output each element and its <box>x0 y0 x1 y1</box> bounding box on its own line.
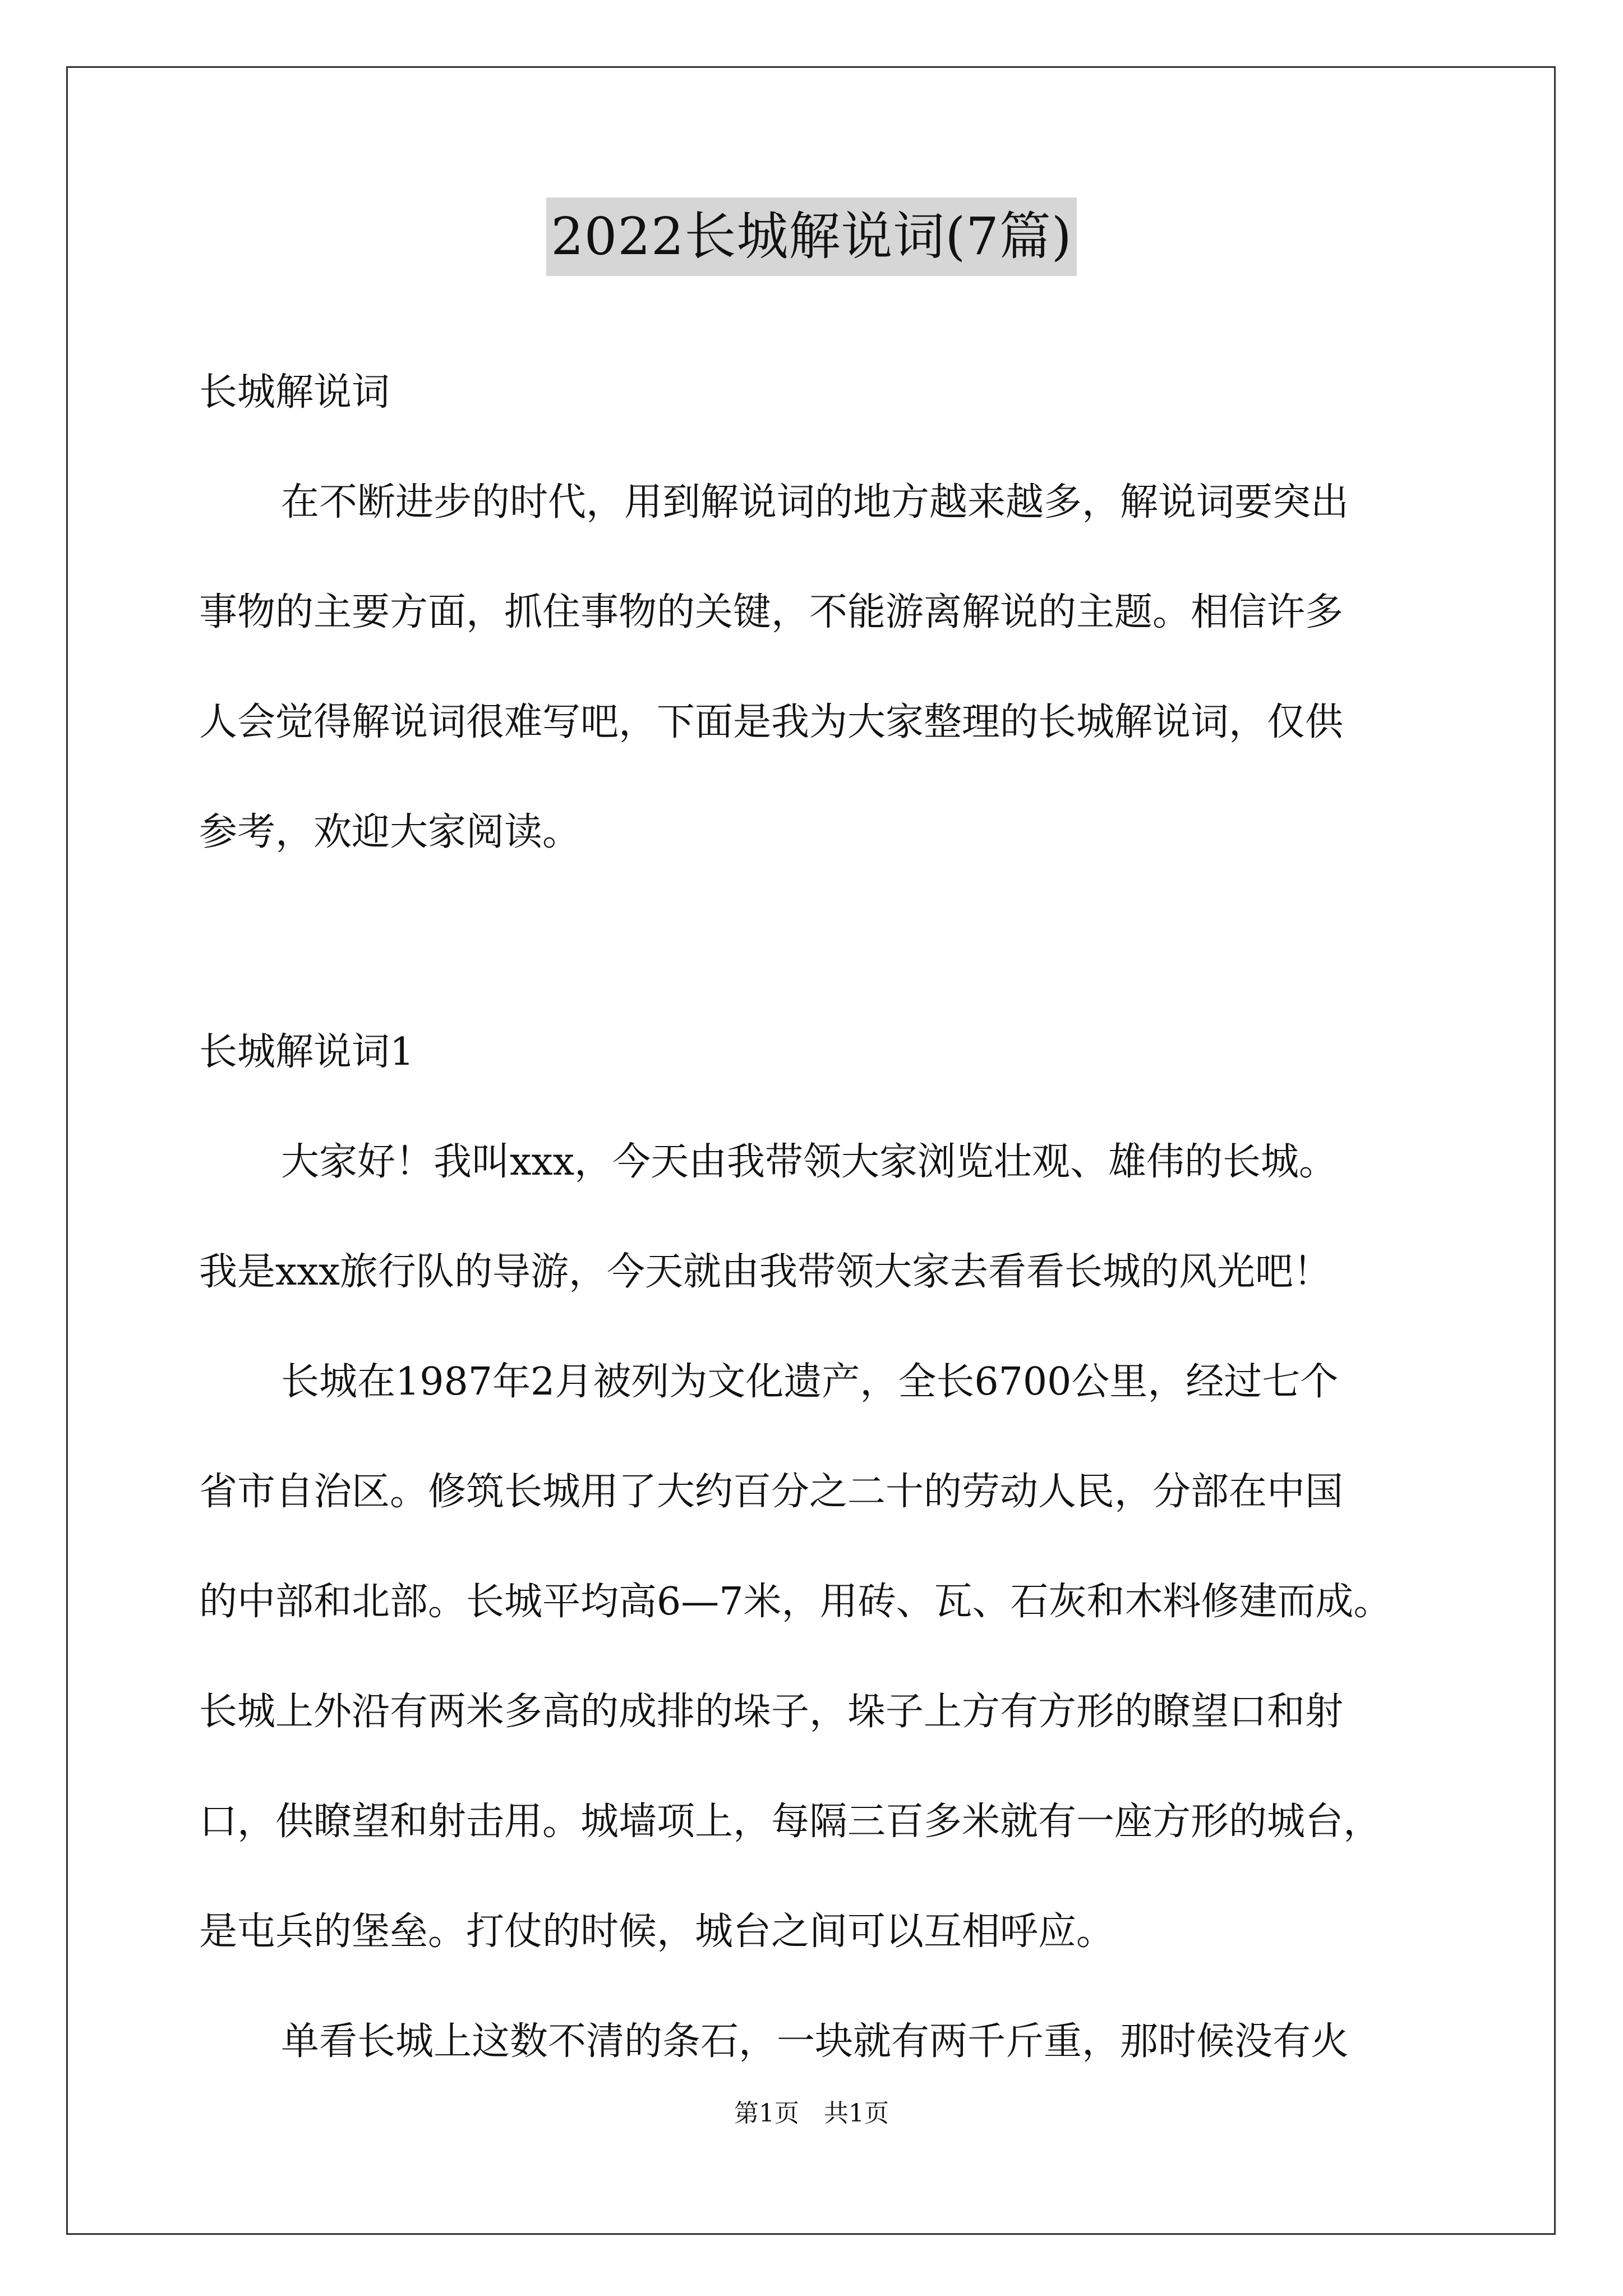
paragraph-line: 长城上外沿有两米多高的成排的垛子，垛子上方有方形的瞭望口和射 <box>199 1690 1344 1734</box>
paragraph-line: 长城在1987年2月被列为文化遗产，全长6700公里，经过七个 <box>281 1360 1339 1404</box>
paragraph-line: 的中部和北部。长城平均高6—7米，用砖、瓦、石灰和木料修建而成。 <box>199 1580 1392 1624</box>
intro-heading: 长城解说词 <box>199 370 390 415</box>
paragraph-line: 大家好！我叫xxx，今天由我带领大家浏览壮观、雄伟的长城。 <box>281 1140 1338 1184</box>
paragraph-line: 口，供瞭望和射击用。城墙项上，每隔三百多米就有一座方形的城台， <box>199 1800 1382 1844</box>
title-container <box>0 197 1623 276</box>
page-footer: 第1页 共1页 <box>734 2099 889 2128</box>
intro-line: 参考，欢迎大家阅读。 <box>199 810 581 854</box>
paragraph-line: 我是xxx旅行队的导游，今天就由我带领大家去看看长城的风光吧！ <box>199 1250 1332 1294</box>
document-title: 2022长城解说词(7篇) <box>546 197 1076 276</box>
paragraph-line: 是屯兵的堡垒。打仗的时候，城台之间可以互相呼应。 <box>199 1910 1115 1954</box>
intro-line: 在不断进步的时代，用到解说词的地方越来越多，解说词要突出 <box>281 480 1349 524</box>
section1-heading: 长城解说词1 <box>199 1030 414 1074</box>
section-gap <box>199 887 1433 997</box>
intro-line: 人会觉得解说词很难写吧，下面是我为大家整理的长城解说词，仅供 <box>199 700 1344 744</box>
intro-line: 事物的主要方面，抓住事物的关键，不能游离解说的主题。相信许多 <box>199 590 1344 634</box>
paragraph-line: 省市自治区。修筑长城用了大约百分之二十的劳动人民，分部在中国 <box>199 1470 1344 1514</box>
paragraph-line: 单看长城上这数不清的条石，一块就有两千斤重，那时候没有火 <box>281 2019 1349 2064</box>
document-body <box>199 338 1433 2097</box>
